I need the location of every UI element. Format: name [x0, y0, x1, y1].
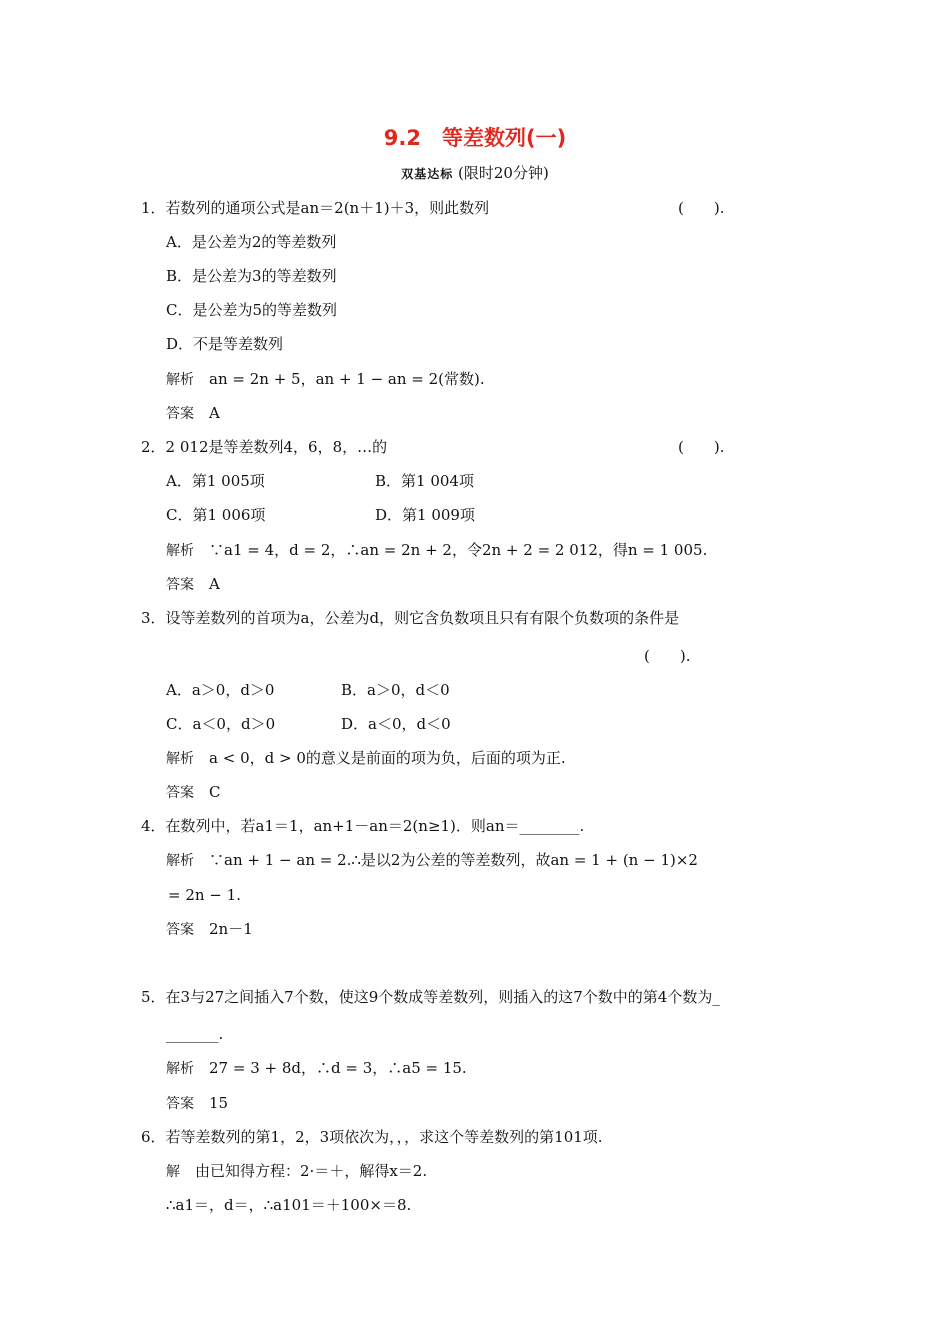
answer-label: 答案	[166, 922, 194, 938]
question-3-option-c: C．a＜0，d＞0	[166, 715, 276, 733]
question-1-analysis	[166, 369, 485, 390]
question-4-analysis-cont: = 2n − 1.	[168, 886, 241, 904]
time-limit: (限时20分钟)	[458, 164, 549, 182]
answer-text: A	[209, 404, 220, 422]
page-title: 9.2 等差数列(一)	[383, 126, 567, 150]
question-4-answer	[166, 919, 253, 940]
solution-text: 由已知得方程：2·＝＋，解得x＝2.	[195, 1162, 428, 1180]
question-1-option-d: D．不是等差数列	[166, 335, 284, 353]
analysis-label: 解析	[166, 1061, 194, 1077]
question-4-stem: 4．在数列中，若a1＝1，an+1－an＝2(n≥1)．则an＝________.	[141, 817, 585, 835]
question-2-analysis	[166, 540, 707, 561]
question-3-option-a: A．a＞0，d＞0	[166, 681, 275, 699]
question-3-stem: 3．设等差数列的首项为a，公差为d，则它含负数项且只有有限个负数项的条件是	[141, 609, 680, 627]
answer-text: C	[209, 783, 221, 801]
question-2-option-b: B．第1 004项	[375, 472, 474, 490]
analysis-text: a < 0，d > 0的意义是前面的项为负，后面的项为正.	[209, 749, 566, 767]
question-6-solution-cont: ∴a1＝，d＝，∴a101＝＋100×＝8.	[166, 1196, 412, 1214]
question-6-stem: 6．若等差数列的第1，2，3项依次为，，，求这个等差数列的第101项.	[141, 1128, 603, 1146]
analysis-text: ∵an + 1 − an = 2.∴是以2为公差的等差数列，故an = 1 + (n − 1)×2	[209, 851, 698, 869]
question-5-stem: 5．在3与27之间插入7个数，使这9个数成等差数列，则插入的这7个数中的第4个数为_	[141, 988, 720, 1006]
question-5-analysis	[166, 1058, 467, 1079]
question-1-answer-paren: ( ).	[678, 199, 725, 217]
answer-text: A	[209, 575, 220, 593]
question-5-stem-cont: _______.	[166, 1025, 224, 1043]
question-2-stem: 2．2 012是等差数列4，6，8，…的	[141, 438, 388, 456]
question-2-option-d: D．第1 009项	[375, 506, 475, 524]
section-subtitle	[0, 163, 950, 184]
question-3-analysis	[166, 748, 566, 769]
question-4-analysis	[166, 850, 698, 871]
question-1-option-b: B．是公差为3的等差数列	[166, 267, 337, 285]
answer-text: 2n－1	[209, 920, 253, 938]
question-3-option-b: B．a＞0，d＜0	[341, 681, 450, 699]
solution-label: 解	[166, 1164, 180, 1180]
question-2-answer-paren: ( ).	[678, 438, 725, 456]
section-tag: 双基达标	[401, 167, 454, 181]
analysis-label: 解析	[166, 853, 194, 869]
question-2-option-c: C．第1 006项	[166, 506, 266, 524]
question-2-answer	[166, 574, 220, 595]
question-1-answer	[166, 403, 220, 424]
analysis-label: 解析	[166, 751, 194, 767]
question-6-solution	[166, 1161, 427, 1182]
answer-label: 答案	[166, 406, 194, 422]
question-5-answer	[166, 1093, 228, 1114]
question-3-answer-paren: ( ).	[644, 647, 691, 665]
analysis-text: an = 2n + 5，an + 1 − an = 2(常数).	[209, 370, 485, 388]
analysis-label: 解析	[166, 372, 194, 388]
question-1-stem: 1．若数列的通项公式是an＝2(n＋1)＋3，则此数列	[141, 199, 490, 217]
question-1-option-a: A．是公差为2的等差数列	[166, 233, 337, 251]
question-2-option-a: A．第1 005项	[166, 472, 265, 490]
analysis-text: ∵a1 = 4，d = 2，∴an = 2n + 2，令2n + 2 = 2 012，得n = 1 005.	[209, 541, 708, 559]
analysis-label: 解析	[166, 543, 194, 559]
answer-text: 15	[209, 1094, 229, 1112]
question-3-answer	[166, 782, 221, 803]
answer-label: 答案	[166, 1096, 194, 1112]
question-3-option-d: D．a＜0，d＜0	[341, 715, 451, 733]
answer-label: 答案	[166, 785, 194, 801]
analysis-text: 27 = 3 + 8d，∴d = 3，∴a5 = 15.	[209, 1059, 467, 1077]
question-1-option-c: C．是公差为5的等差数列	[166, 301, 338, 319]
answer-label: 答案	[166, 577, 194, 593]
